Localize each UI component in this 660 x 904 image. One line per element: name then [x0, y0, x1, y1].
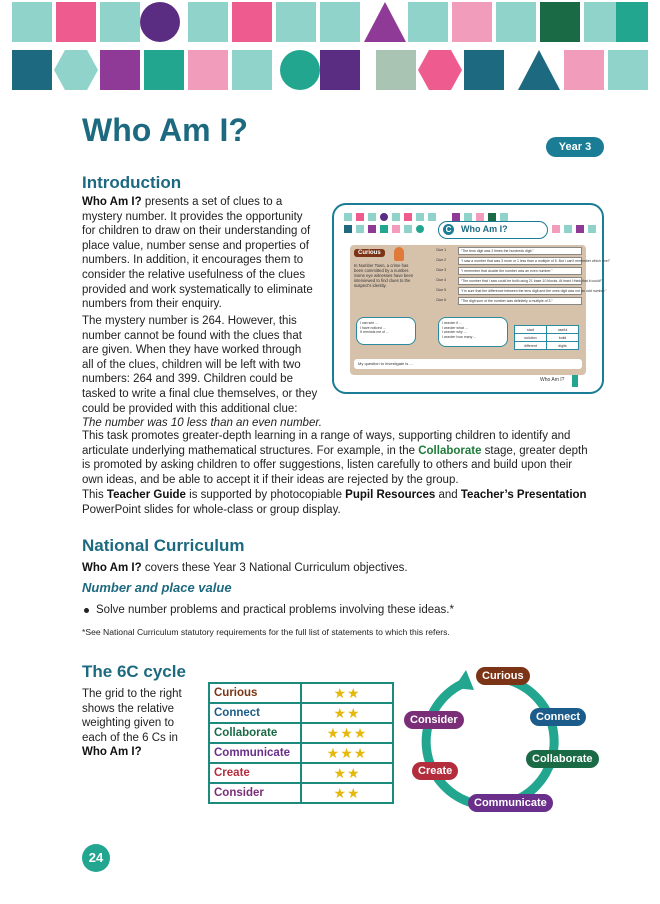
preview-pattern	[464, 213, 472, 221]
star-rating-icon: ★★	[301, 703, 393, 723]
pattern-circle	[140, 2, 180, 42]
preview-word-table: start useful solution build different digits	[514, 325, 579, 350]
pattern-square	[320, 50, 360, 90]
pattern-square	[12, 50, 52, 90]
preview-footer: Who Am I?	[540, 377, 565, 383]
six-c-heading: The 6C cycle	[82, 662, 186, 681]
introduction-heading: Introduction	[82, 173, 182, 192]
pattern-square	[464, 50, 504, 90]
preview-pattern	[476, 213, 484, 221]
preview-pattern	[564, 225, 572, 233]
preview-title: C Who Am I?	[438, 221, 548, 239]
table-row	[209, 743, 393, 763]
table-row	[209, 683, 393, 703]
clue-text: “I'm sure that the difference between the tens digit and the ones digit was not an odd number.”	[458, 287, 582, 295]
pattern-triangle	[518, 50, 560, 90]
clue-text: “I saw a number that was 3 more or 1 less than a multiple of 5. But I can't remember which one!”	[458, 257, 582, 265]
curriculum-objective: Solve number problems and practical problems involving these ideas.*	[96, 604, 454, 616]
star-rating-icon: ★★★	[301, 743, 393, 763]
pattern-square	[12, 2, 52, 42]
preview-question: My question to investigate is ...	[354, 359, 582, 369]
preview-pattern	[416, 213, 424, 221]
row-communicate-label: Communicate	[209, 743, 301, 763]
six-c-description: The grid to the right shows the relative weighting given to each of the 6 Cs in Who Am I?	[82, 688, 182, 759]
preview-pattern	[356, 225, 364, 233]
clue-text: “I remember that double the number was an even number.”	[458, 267, 582, 275]
star-rating-icon: ★★	[301, 763, 393, 783]
pattern-hexagon	[54, 50, 98, 90]
pattern-square	[608, 50, 648, 90]
number-place-value-subheading: Number and place value	[82, 580, 232, 595]
cycle-collaborate: Collaborate	[526, 750, 599, 768]
pattern-square	[56, 2, 96, 42]
cycle-create: Create	[412, 762, 458, 780]
preview-pattern	[380, 225, 388, 233]
star-rating-icon: ★★★	[301, 723, 393, 743]
preview-pattern	[392, 213, 400, 221]
row-curious-label: Curious	[209, 683, 301, 703]
preview-bubble-wonder: I wonder if ... I wonder what ... I wonder why ... I wonder how many ...	[438, 317, 508, 347]
preview-pattern	[380, 213, 388, 221]
intro-paragraph-1: Who Am I? presents a set of clues to a mystery number. It provides the opportunity for children to draw on their understanding of place value, number sense and properties of numbers. In addition, it encourages them to consider the relative usefulness of the clues provided and work systematically to eliminate numbers from their enquiry.	[82, 196, 313, 311]
preview-pattern	[500, 213, 508, 221]
pattern-square	[496, 2, 536, 42]
preview-story: In Number Town, a crime has been committed by a number. Some eye witnesses have been interviewed to find clues to the suspect's identity.	[354, 263, 414, 288]
curriculum-heading: National Curriculum	[82, 536, 245, 555]
pattern-square	[276, 2, 316, 42]
intro-paragraph-4: This Teacher Guide is supported by photocopiable Pupil Resources and Teacher’s Presentation PowerPoint slides for whole-class or group display.	[82, 489, 587, 516]
row-connect-label: Connect	[209, 703, 301, 723]
table-row	[209, 703, 393, 723]
clue-text: “The digit sum of the number was definitely a multiple of 3.”	[458, 297, 582, 305]
star-rating-icon: ★★	[301, 783, 393, 803]
preview-pattern	[344, 213, 352, 221]
preview-pattern	[428, 213, 436, 221]
preview-pattern	[404, 213, 412, 221]
clue-label: Clue 6	[436, 298, 447, 302]
pattern-square	[188, 50, 228, 90]
cycle-arc	[426, 677, 554, 805]
preview-pattern	[552, 225, 560, 233]
table-row	[209, 783, 393, 803]
preview-pattern	[368, 225, 376, 233]
preview-pattern	[576, 225, 584, 233]
page-number: 24	[82, 844, 110, 872]
curious-icon: C	[443, 224, 454, 235]
preview-pattern	[588, 225, 596, 233]
pattern-square	[408, 2, 448, 42]
pattern-square	[616, 2, 648, 42]
curriculum-intro: Who Am I? covers these Year 3 National Curriculum objectives.	[82, 562, 408, 574]
intro-paragraph-3: This task promotes greater-depth learning in a range of ways, supporting children to identify and articulate underlying mathematical structures. For example, in the Collaborate stage, greater depth is promoted by asking children to offer suggestions, listen carefully to others and build upon their own ideas, and be able to accept it if their ideas are rejected by the group.	[82, 430, 588, 486]
clue-label: Clue 3	[436, 268, 447, 272]
clue-label: Clue 5	[436, 288, 447, 292]
preview-curious-tag: Curious	[354, 249, 385, 257]
pattern-square	[232, 2, 272, 42]
clue-label: Clue 2	[436, 258, 447, 262]
year-badge: Year 3	[546, 137, 604, 157]
clue-text: “The tens digit was 2 times the hundreds digit.”	[458, 247, 582, 255]
pattern-circle	[280, 50, 320, 90]
row-create-label: Create	[209, 763, 301, 783]
cycle-communicate: Communicate	[468, 794, 553, 812]
six-c-cycle-diagram	[404, 662, 614, 822]
curriculum-footnote: *See National Curriculum statutory requirements for the full list of statements to which this refers.	[82, 627, 450, 637]
cycle-consider: Consider	[404, 711, 464, 729]
bullet-icon	[84, 608, 89, 613]
detective-icon	[394, 247, 404, 261]
pattern-hexagon	[418, 50, 462, 90]
preview-pattern	[392, 225, 400, 233]
cycle-arrowhead-icon	[454, 670, 474, 690]
pattern-square	[232, 50, 272, 90]
clue-label: Clue 1	[436, 248, 447, 252]
cycle-connect: Connect	[530, 708, 586, 726]
preview-bubble-see: I can see ... I have noticed ... It reminds me of ...	[356, 317, 416, 345]
pattern-square	[564, 50, 604, 90]
table-row	[209, 723, 393, 743]
pattern-square	[100, 2, 140, 42]
row-consider-label: Consider	[209, 783, 301, 803]
pattern-square	[100, 50, 140, 90]
clue-label: Clue 4	[436, 278, 447, 282]
table-row	[209, 763, 393, 783]
pattern-triangle	[364, 2, 406, 42]
six-c-weighting-table	[208, 682, 394, 804]
clue-text: “The number that I saw could be built using 21 base-10 blocks. At least I think that it could!”	[458, 277, 582, 285]
preview-pattern	[368, 213, 376, 221]
preview-panel	[350, 245, 610, 375]
row-collaborate-label: Collaborate	[209, 723, 301, 743]
preview-footer-bar	[572, 375, 578, 387]
pattern-square	[376, 50, 416, 90]
pattern-square	[320, 2, 360, 42]
preview-pattern	[452, 213, 460, 221]
preview-pattern	[416, 225, 424, 233]
resource-preview	[332, 203, 610, 394]
pattern-square	[188, 2, 228, 42]
pattern-square	[540, 2, 580, 42]
page-title: Who Am I?	[82, 112, 248, 148]
pattern-square	[144, 50, 184, 90]
cycle-curious: Curious	[476, 667, 530, 685]
pattern-square	[452, 2, 492, 42]
intro-title-bold: Who Am I?	[82, 196, 142, 208]
preview-pattern	[356, 213, 364, 221]
star-rating-icon: ★★	[301, 683, 393, 703]
intro-paragraph-2: The mystery number is 264. However, this number cannot be found with the clues that are given. When they have worked through all of the clues, children will be left with two numbers: 264 and 399. Children could be tasked to write a final clue themselves, or they could be provided with this additional clue: The number was 10 less than an even number.	[82, 315, 322, 430]
preview-pattern	[344, 225, 352, 233]
preview-pattern	[488, 213, 496, 221]
preview-pattern	[404, 225, 412, 233]
